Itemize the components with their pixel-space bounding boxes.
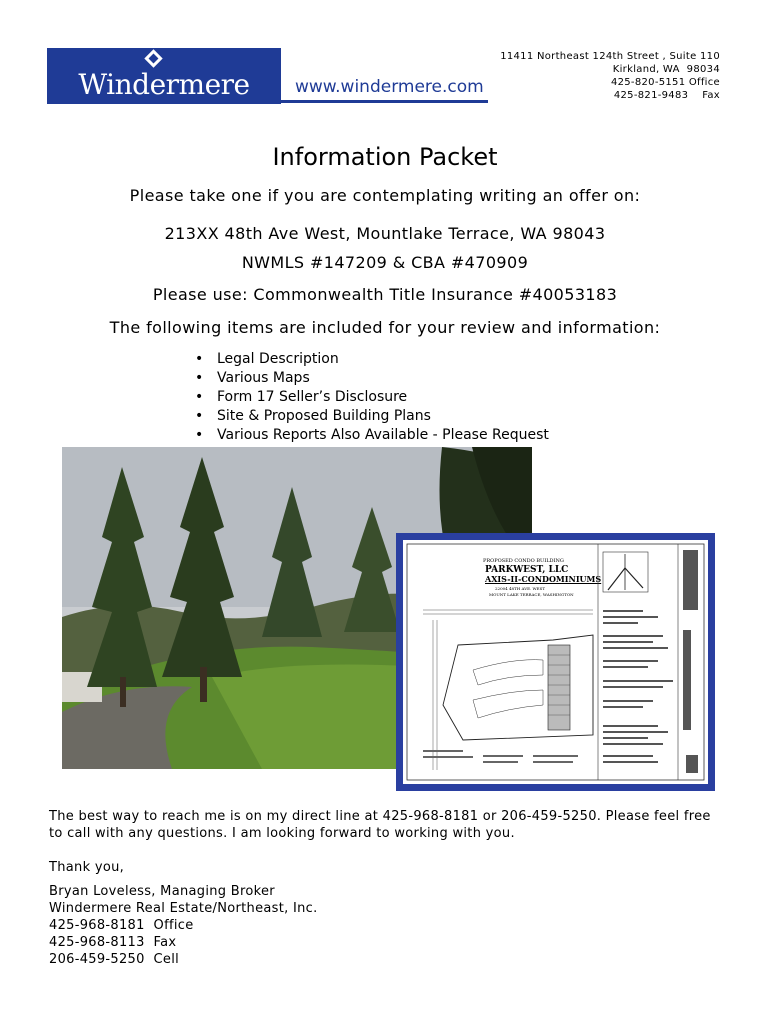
website-url: www.windermere.com [295, 77, 484, 97]
site-plan-city: MOUNT LAKE TERRACE, WASHINGTON [489, 592, 574, 597]
address-line: 11411 Northeast 124th Street , Suite 110 [500, 51, 720, 62]
signature-company: Windermere Real Estate/Northeast, Inc. [49, 901, 318, 916]
intro-text: Please take one if you are contemplating writing an offer on: [129, 186, 641, 205]
list-item: • Legal Description [193, 350, 549, 369]
logo-diamond-icon [144, 49, 162, 67]
address-line: Kirkland, WA 98034 [612, 64, 720, 75]
included-items-list [193, 350, 549, 445]
address-line: 425-820-5151 Office [610, 77, 720, 88]
signature-phone: 425-968-8113 Fax [49, 935, 177, 950]
included-heading: The following items are included for your review and information: [109, 318, 661, 337]
list-item: • Form 17 Seller’s Disclosure [193, 388, 549, 407]
title-insurance: Please use: Commonwealth Title Insurance #40053183 [152, 285, 618, 304]
site-plan-street: 22004 48TH AVE. WEST [495, 586, 545, 591]
site-plan-owner: PARKWEST, LLC [485, 565, 569, 575]
list-item: • Site & Proposed Building Plans [193, 407, 549, 426]
signature-phone: 206-459-5250 Cell [49, 952, 180, 967]
site-plan-project: AXIS-II-CONDOMINIUMS [485, 574, 602, 584]
page-title: Information Packet [272, 143, 498, 171]
site-plan-caption: PROPOSED CONDO BUILDING [483, 558, 564, 564]
thank-you: Thank you, [49, 860, 125, 875]
windermere-logo [47, 48, 281, 104]
signature-block [49, 883, 318, 968]
list-item: • Various Reports Also Available - Please Request [193, 426, 549, 445]
office-address [500, 50, 720, 102]
listing-numbers: NWMLS #147209 & CBA #470909 [241, 253, 529, 272]
signature-phone: 425-968-8181 Office [49, 918, 194, 933]
site-plan-image [396, 533, 715, 791]
property-address: 213XX 48th Ave West, Mountlake Terrace, WA 98043 [164, 224, 606, 243]
header-rule [281, 100, 488, 103]
logo-text: Windermere [78, 68, 250, 101]
list-item: • Various Maps [193, 369, 549, 388]
signature-name: Bryan Loveless, Managing Broker [49, 884, 275, 899]
site-plan-sheet [403, 540, 708, 784]
closing-paragraph: The best way to reach me is on my direct line at 425-968-8181 or 206-459-5250. Please feel free to call with any questions. I am looking forward to working with you. [49, 809, 711, 841]
address-line: 425-821-9483 Fax [613, 90, 720, 101]
